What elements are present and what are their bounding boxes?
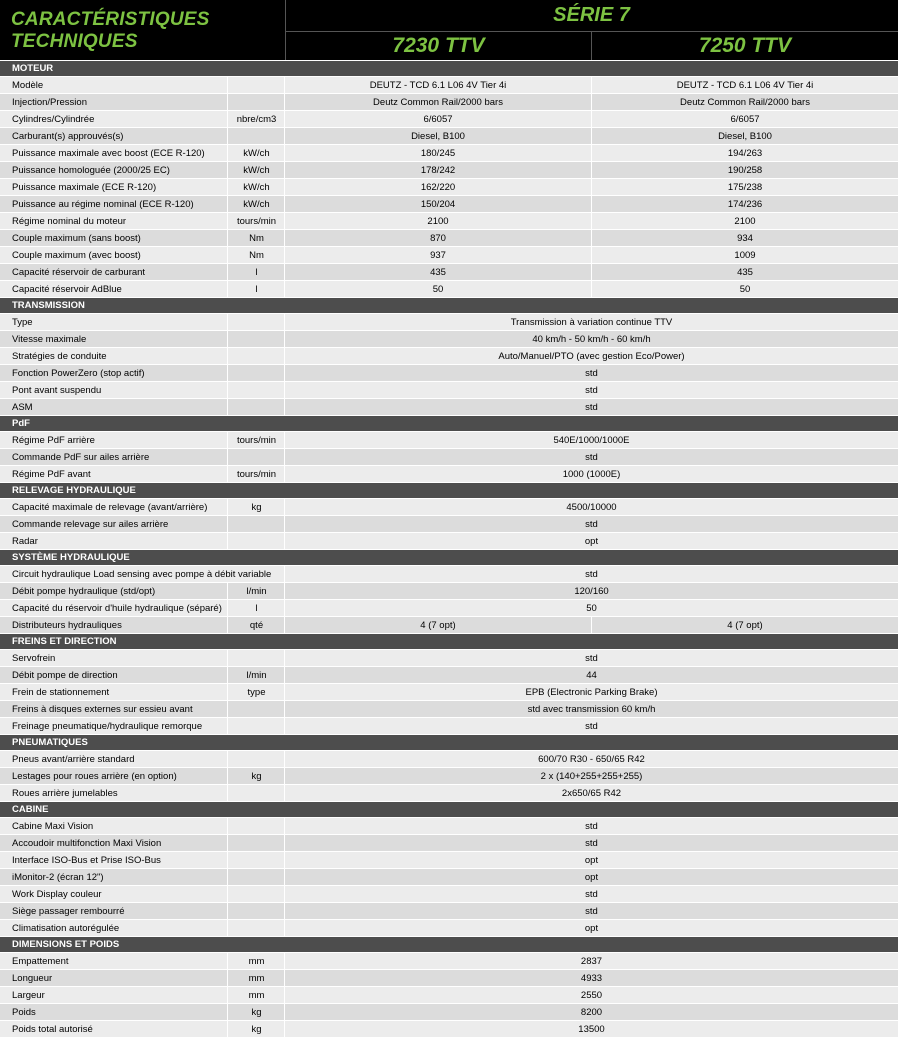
value-shared: Transmission à variation continue TTV <box>510 317 673 328</box>
column-divider <box>227 852 228 868</box>
row-label: Freins à disques externes sur essieu avant <box>12 704 193 715</box>
value-7230: DEUTZ - TCD 6.1 L06 4V Tier 4i <box>369 80 507 91</box>
value-7230: 178/242 <box>420 165 456 176</box>
row-unit: l <box>255 284 258 295</box>
value-shared: std avec transmission 60 km/h <box>527 704 656 715</box>
row-label: Capacité du réservoir d'huile hydraulique (séparé) <box>12 603 222 614</box>
row-label: Couple maximum (avec boost) <box>12 250 141 261</box>
model-7230-heading: 7230 TTV <box>392 34 485 57</box>
table-row <box>0 348 898 365</box>
row-label: Accoudoir multifonction Maxi Vision <box>12 838 162 849</box>
value-shared: std <box>585 452 598 463</box>
value-shared: 600/70 R30 - 650/65 R42 <box>538 754 645 765</box>
row-label: Radar <box>12 536 38 547</box>
table-row <box>0 903 898 920</box>
series-title: SÉRIE 7 <box>553 4 630 26</box>
value-shared: opt <box>584 923 599 934</box>
value-shared: opt <box>584 872 599 883</box>
column-divider <box>227 179 228 195</box>
column-divider <box>227 650 228 666</box>
table-row <box>0 247 898 264</box>
value-7230: 4 (7 opt) <box>420 620 456 631</box>
row-label: Stratégies de conduite <box>12 351 107 362</box>
table-row <box>0 1004 898 1021</box>
table-row <box>0 667 898 684</box>
row-unit: tours/min <box>236 435 277 446</box>
table-row <box>0 179 898 196</box>
column-divider <box>227 499 228 515</box>
table-row <box>0 432 898 449</box>
value-shared: std <box>585 653 598 664</box>
table-row <box>0 751 898 768</box>
row-unit: tours/min <box>236 469 277 480</box>
row-unit: l <box>255 267 258 278</box>
column-divider <box>227 196 228 212</box>
row-label: Fonction PowerZero (stop actif) <box>12 368 145 379</box>
table-row <box>0 365 898 382</box>
row-label: Empattement <box>12 956 69 967</box>
row-unit: mm <box>248 990 265 1001</box>
column-divider <box>227 1004 228 1020</box>
row-unit: kW/ch <box>243 199 270 210</box>
value-shared: std <box>585 906 598 917</box>
value-7230: 6/6057 <box>423 114 453 125</box>
row-label: Débit pompe de direction <box>12 670 118 681</box>
table-row <box>0 566 898 583</box>
value-shared: Auto/Manuel/PTO (avec gestion Eco/Power) <box>498 351 685 362</box>
table-row <box>0 583 898 600</box>
table-row <box>0 264 898 281</box>
row-label: Capacité réservoir de carburant <box>12 267 146 278</box>
table-row <box>0 869 898 886</box>
value-7230: 2100 <box>427 216 449 227</box>
value-shared: EPB (Electronic Parking Brake) <box>525 687 658 698</box>
column-divider <box>227 583 228 599</box>
value-7250: 4 (7 opt) <box>727 620 763 631</box>
section-header: TRANSMISSION <box>0 298 898 314</box>
column-divider <box>227 600 228 616</box>
value-shared: 8200 <box>580 1007 603 1018</box>
section-header: PdF <box>0 416 898 432</box>
column-divider <box>227 667 228 683</box>
value-7250: Deutz Common Rail/2000 bars <box>680 97 810 108</box>
value-7250: 2100 <box>734 216 756 227</box>
row-label: Capacité maximale de relevage (avant/arrière) <box>12 502 208 513</box>
row-label: Siège passager rembourré <box>12 906 125 917</box>
row-unit: mm <box>248 973 265 984</box>
column-divider <box>227 533 228 549</box>
table-row <box>0 718 898 735</box>
row-unit: kW/ch <box>243 182 270 193</box>
column-divider <box>227 348 228 364</box>
title-line-1: CARACTÉRISTIQUES <box>11 9 210 30</box>
table-row <box>0 466 898 483</box>
row-label: Capacité réservoir AdBlue <box>12 284 122 295</box>
row-label: Servofrein <box>12 653 56 664</box>
value-7230: 180/245 <box>420 148 456 159</box>
value-shared: std <box>585 838 598 849</box>
row-label: Poids <box>12 1007 36 1018</box>
column-divider <box>227 264 228 280</box>
table-header <box>0 0 898 60</box>
value-shared: 540E/1000/1000E <box>553 435 630 446</box>
table-row <box>0 94 898 111</box>
row-label: Cylindres/Cylindrée <box>12 114 95 125</box>
section-header: DIMENSIONS ET POIDS <box>0 937 898 953</box>
value-7250: 50 <box>739 284 751 295</box>
table-row <box>0 331 898 348</box>
table-row <box>0 314 898 331</box>
value-shared: std <box>585 889 598 900</box>
value-shared: 1000 (1000E) <box>562 469 621 480</box>
row-label: Puissance au régime nominal (ECE R-120) <box>12 199 194 210</box>
value-shared: 2x650/65 R42 <box>561 788 622 799</box>
value-7230: Deutz Common Rail/2000 bars <box>373 97 503 108</box>
row-unit: kg <box>251 1024 262 1035</box>
row-label: Poids total autorisé <box>12 1024 93 1035</box>
row-label: iMonitor-2 (écran 12") <box>12 872 104 883</box>
column-divider <box>227 230 228 246</box>
table-row <box>0 145 898 162</box>
column-divider <box>227 449 228 465</box>
title-line-2: TECHNIQUES <box>11 31 138 52</box>
row-unit: nbre/cm3 <box>236 114 277 125</box>
table-row <box>0 701 898 718</box>
table-row <box>0 768 898 785</box>
value-7230: 937 <box>430 250 446 261</box>
table-row <box>0 230 898 247</box>
model-7250-heading: 7250 TTV <box>698 34 792 57</box>
value-7250: Diesel, B100 <box>718 131 772 142</box>
value-7230: Diesel, B100 <box>411 131 465 142</box>
row-unit: mm <box>248 956 265 967</box>
value-7230: 50 <box>432 284 444 295</box>
row-unit: kg <box>251 502 262 513</box>
value-shared: 13500 <box>578 1024 605 1035</box>
value-7230: 870 <box>430 233 446 244</box>
table-row <box>0 77 898 94</box>
table-row <box>0 128 898 145</box>
row-label: Couple maximum (sans boost) <box>12 233 141 244</box>
value-7250: 190/258 <box>727 165 763 176</box>
value-7250: 174/236 <box>727 199 763 210</box>
row-label: Puissance homologuée (2000/25 EC) <box>12 165 170 176</box>
column-divider <box>227 247 228 263</box>
row-label: Freinage pneumatique/hydraulique remorque <box>12 721 203 732</box>
row-label: Work Display couleur <box>12 889 102 900</box>
table-row <box>0 886 898 903</box>
table-row <box>0 987 898 1004</box>
table-row <box>0 650 898 667</box>
table-row <box>0 953 898 970</box>
row-unit: l <box>255 603 258 614</box>
row-label: Pont avant suspendu <box>12 385 102 396</box>
row-label: Climatisation autorégulée <box>12 923 120 934</box>
value-shared: std <box>585 821 598 832</box>
value-shared: std <box>585 402 598 413</box>
column-divider <box>227 516 228 532</box>
row-unit: kW/ch <box>243 148 270 159</box>
row-label: Lestages pour roues arrière (en option) <box>12 771 177 782</box>
value-shared: std <box>585 569 598 580</box>
column-divider <box>227 365 228 381</box>
column-divider <box>227 920 228 936</box>
value-shared: opt <box>584 536 599 547</box>
row-label: Régime PdF arrière <box>12 435 95 446</box>
row-label: Roues arrière jumelables <box>12 788 118 799</box>
column-divider <box>227 751 228 767</box>
value-shared: std <box>585 385 598 396</box>
row-label: Circuit hydraulique Load sensing avec pompe à débit variable <box>12 569 272 580</box>
row-label: Type <box>12 317 33 328</box>
column-divider <box>227 111 228 127</box>
value-7250: 175/238 <box>727 182 763 193</box>
column-divider <box>227 886 228 902</box>
section-header: PNEUMATIQUES <box>0 735 898 751</box>
column-divider <box>227 785 228 801</box>
section-header: SYSTÈME HYDRAULIQUE <box>0 550 898 566</box>
value-7230: 435 <box>430 267 446 278</box>
table-row <box>0 785 898 802</box>
table-row <box>0 684 898 701</box>
row-label: ASM <box>12 402 33 413</box>
column-divider <box>227 835 228 851</box>
value-shared: 4933 <box>580 973 603 984</box>
table-row <box>0 499 898 516</box>
value-shared: opt <box>584 855 599 866</box>
column-divider <box>227 213 228 229</box>
table-row <box>0 399 898 416</box>
row-label: Commande PdF sur ailes arrière <box>12 452 150 463</box>
table-row <box>0 111 898 128</box>
section-header: CABINE <box>0 802 898 818</box>
section-header: MOTEUR <box>0 61 898 77</box>
row-unit: type <box>247 687 266 698</box>
value-shared: 4500/10000 <box>566 502 617 513</box>
value-shared: std <box>585 368 598 379</box>
row-unit: l/min <box>246 586 267 597</box>
row-unit: tours/min <box>236 216 277 227</box>
column-divider <box>227 701 228 717</box>
table-row <box>0 162 898 179</box>
row-label: Distributeurs hydrauliques <box>12 620 122 631</box>
page-title <box>11 9 210 53</box>
value-shared: 2837 <box>580 956 603 967</box>
table-row <box>0 818 898 835</box>
value-7250: 934 <box>737 233 753 244</box>
column-divider <box>227 94 228 110</box>
row-label: Longueur <box>12 973 53 984</box>
column-divider <box>227 466 228 482</box>
table-row <box>0 516 898 533</box>
row-label: Régime nominal du moteur <box>12 216 127 227</box>
value-shared: 120/160 <box>574 586 609 597</box>
value-7230: 150/204 <box>420 199 456 210</box>
table-row <box>0 213 898 230</box>
value-7250: 194/263 <box>727 148 763 159</box>
column-divider <box>227 145 228 161</box>
row-label: Modèle <box>12 80 44 91</box>
row-unit: kW/ch <box>243 165 270 176</box>
row-label: Frein de stationnement <box>12 687 110 698</box>
row-label: Commande relevage sur ailes arrière <box>12 519 169 530</box>
column-divider <box>227 399 228 415</box>
column-divider <box>227 684 228 700</box>
row-unit: kg <box>251 1007 262 1018</box>
table-row <box>0 281 898 298</box>
row-unit: qté <box>249 620 264 631</box>
column-divider <box>227 1021 228 1037</box>
row-label: Régime PdF avant <box>12 469 91 480</box>
column-divider <box>227 617 228 633</box>
column-divider <box>227 128 228 144</box>
value-7250: 435 <box>737 267 753 278</box>
row-label: Puissance maximale avec boost (ECE R-120) <box>12 148 205 159</box>
row-unit: Nm <box>249 233 264 244</box>
value-7250: DEUTZ - TCD 6.1 L06 4V Tier 4i <box>676 80 814 91</box>
table-row <box>0 196 898 213</box>
column-divider <box>227 903 228 919</box>
row-label: Puissance maximale (ECE R-120) <box>12 182 157 193</box>
column-divider <box>227 314 228 330</box>
row-unit: kg <box>251 771 262 782</box>
column-divider <box>227 970 228 986</box>
row-unit: l/min <box>246 670 267 681</box>
table-row <box>0 449 898 466</box>
value-7250: 1009 <box>734 250 756 261</box>
column-divider <box>227 953 228 969</box>
section-header: RELEVAGE HYDRAULIQUE <box>0 483 898 499</box>
table-row <box>0 970 898 987</box>
column-divider <box>227 768 228 784</box>
table-row <box>0 1021 898 1038</box>
column-divider <box>227 818 228 834</box>
table-row <box>0 617 898 634</box>
table-row <box>0 533 898 550</box>
column-divider <box>227 987 228 1003</box>
spec-table <box>0 61 898 1038</box>
column-divider <box>227 432 228 448</box>
table-row <box>0 382 898 399</box>
row-label: Vitesse maximale <box>12 334 87 345</box>
row-label: Largeur <box>12 990 45 1001</box>
value-7250: 6/6057 <box>730 114 760 125</box>
row-label: Interface ISO-Bus et Prise ISO-Bus <box>12 855 161 866</box>
row-label: Injection/Pression <box>12 97 87 108</box>
column-divider <box>227 281 228 297</box>
table-row <box>0 600 898 617</box>
column-divider <box>227 77 228 93</box>
table-row <box>0 835 898 852</box>
value-shared: std <box>585 519 598 530</box>
table-row <box>0 852 898 869</box>
row-label: Cabine Maxi Vision <box>12 821 94 832</box>
row-label: Carburant(s) approuvés(s) <box>12 131 124 142</box>
column-divider <box>227 869 228 885</box>
column-divider <box>227 331 228 347</box>
value-shared: 2 x (140+255+255+255) <box>540 771 643 782</box>
column-divider <box>227 382 228 398</box>
value-shared: 50 <box>586 603 597 614</box>
column-divider <box>227 162 228 178</box>
row-unit: Nm <box>249 250 264 261</box>
value-7230: 162/220 <box>420 182 456 193</box>
value-shared: std <box>585 721 598 732</box>
row-label: Débit pompe hydraulique (std/opt) <box>12 586 156 597</box>
value-shared: 40 km/h - 50 km/h - 60 km/h <box>532 334 651 345</box>
table-row <box>0 920 898 937</box>
row-label: Pneus avant/arrière standard <box>12 754 135 765</box>
value-shared: 44 <box>586 670 597 681</box>
value-shared: 2550 <box>580 990 603 1001</box>
column-divider <box>227 718 228 734</box>
section-header: FREINS ET DIRECTION <box>0 634 898 650</box>
